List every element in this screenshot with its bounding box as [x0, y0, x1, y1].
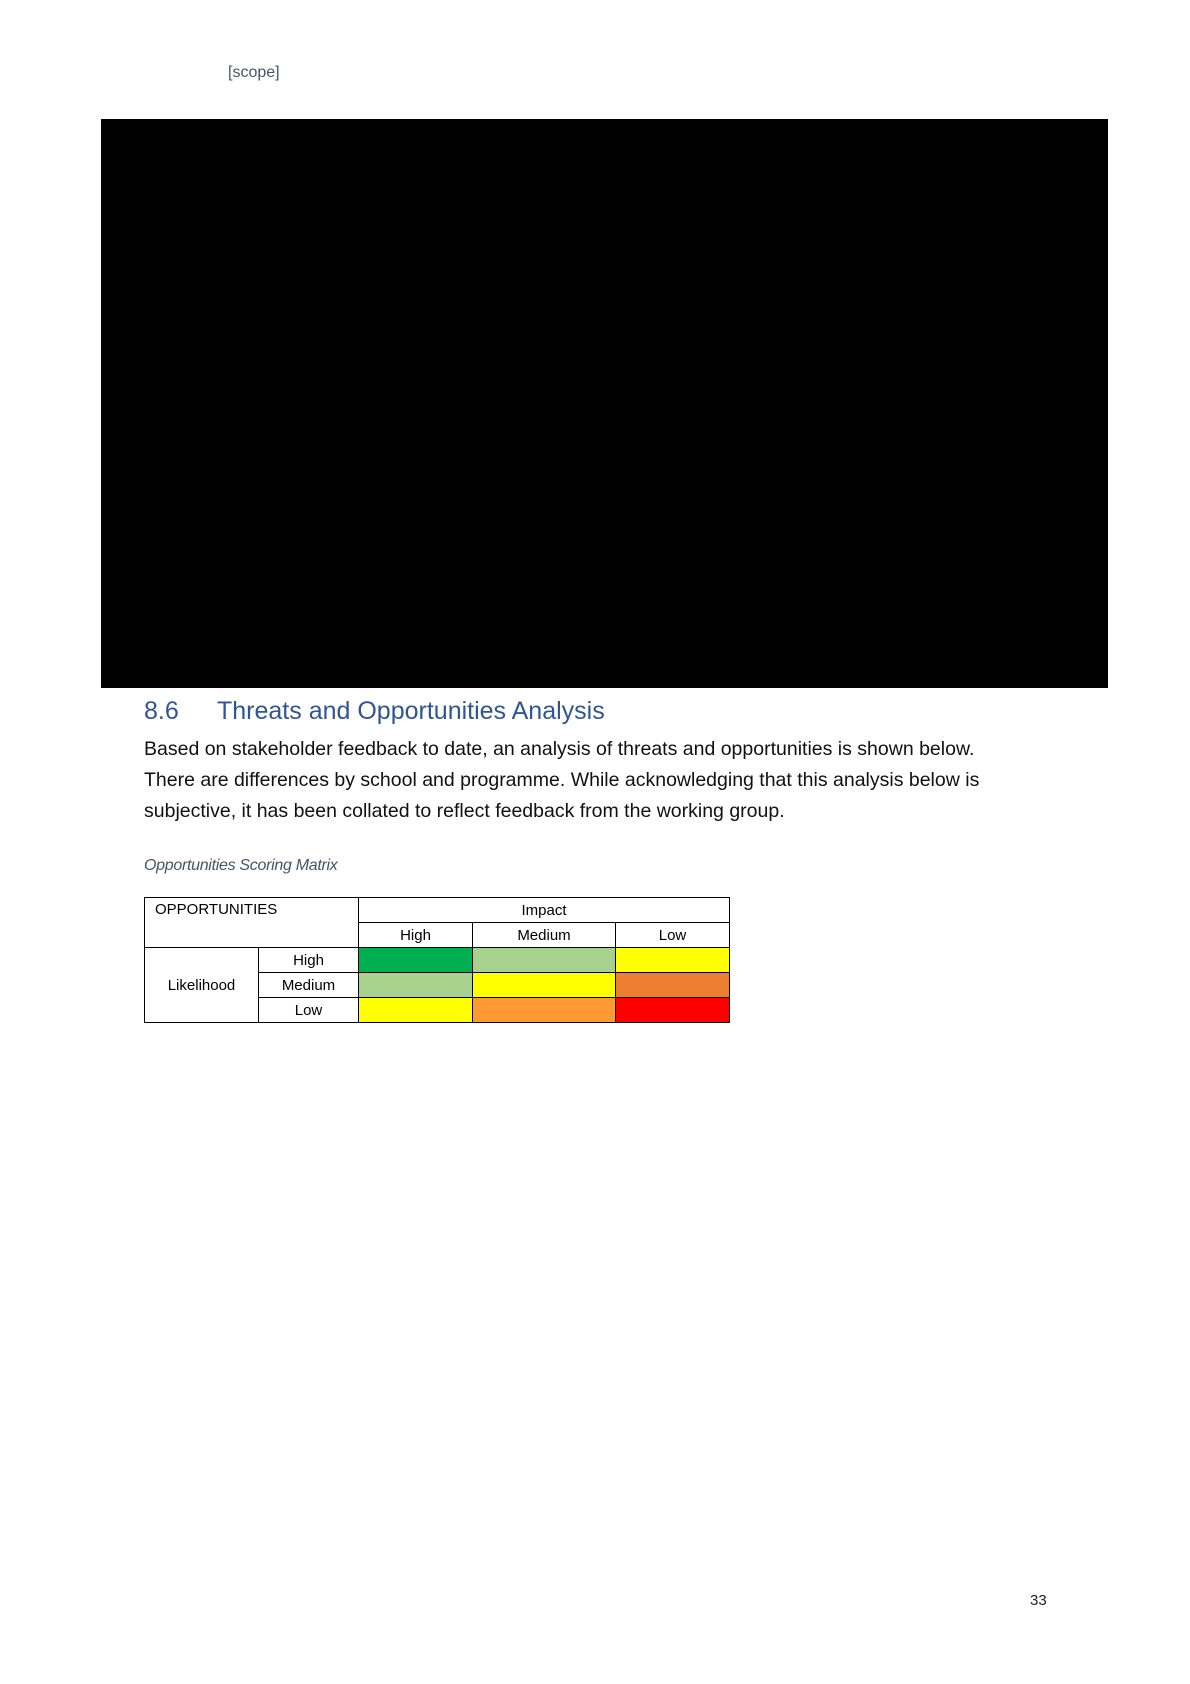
- matrix-cell: [616, 973, 730, 998]
- opportunities-scoring-matrix: [144, 897, 730, 1023]
- section-heading: [144, 697, 605, 726]
- impact-col-medium: Medium: [473, 923, 616, 948]
- section-paragraph: [144, 734, 1044, 827]
- likelihood-row-medium: Medium: [259, 973, 359, 998]
- matrix-corner-label: OPPORTUNITIES: [145, 898, 359, 948]
- impact-header: Impact: [359, 898, 730, 923]
- matrix-cell: [473, 998, 616, 1023]
- matrix-cell: [359, 948, 473, 973]
- matrix-caption: Opportunities Scoring Matrix: [144, 857, 338, 874]
- likelihood-header: Likelihood: [145, 948, 259, 1023]
- section-number: 8.6: [144, 697, 179, 725]
- page-number: 33: [1030, 1592, 1047, 1609]
- likelihood-row-high: High: [259, 948, 359, 973]
- paragraph-line: Based on stakeholder feedback to date, an analysis of threats and opportunities is shown below.: [144, 738, 975, 760]
- matrix-cell: [616, 998, 730, 1023]
- matrix-cell: [473, 973, 616, 998]
- impact-col-high: High: [359, 923, 473, 948]
- likelihood-row-low: Low: [259, 998, 359, 1023]
- matrix-cell: [359, 973, 473, 998]
- paragraph-line: subjective, it has been collated to reflect feedback from the working group.: [144, 800, 785, 822]
- matrix-cell: [359, 998, 473, 1023]
- section-title: Threats and Opportunities Analysis: [217, 697, 605, 725]
- paragraph-line: There are differences by school and programme. While acknowledging that this analysis below is: [144, 769, 980, 791]
- scope-tag: [scope]: [228, 64, 280, 81]
- matrix-cell: [473, 948, 616, 973]
- impact-col-low: Low: [616, 923, 730, 948]
- redacted-block: [101, 119, 1108, 688]
- matrix-cell: [616, 948, 730, 973]
